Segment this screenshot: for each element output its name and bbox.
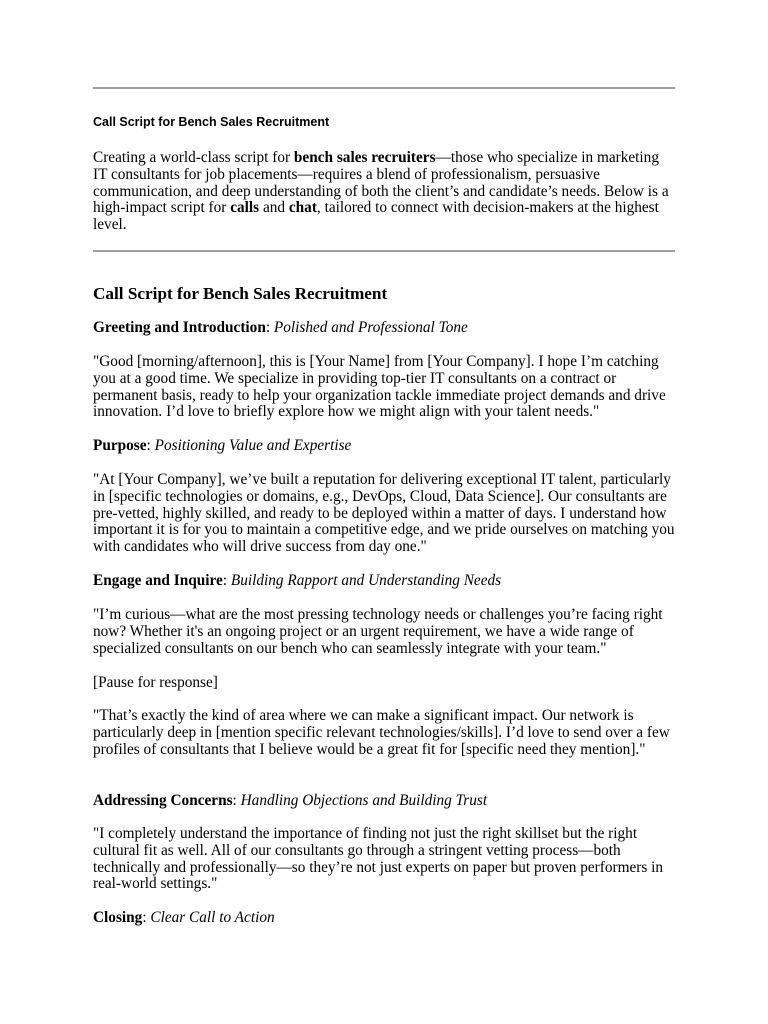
engage-heading — [93, 573, 675, 590]
intro-text: , tailored to connect with decision-makers at the highest level. — [93, 199, 659, 234]
section-subtitle: Building Rapport and Understanding Needs — [230, 572, 502, 589]
intro-paragraph — [93, 150, 675, 234]
label-separator: : — [222, 572, 231, 589]
engage-followup-text: "That’s exactly the kind of area where we can make a significant impact. Our network is particularly deep in [mention specific relevant technologies/skills]. I’d love to send over a few profiles of consultants that I believe would be a great fit for [specific need they mention]." — [93, 707, 670, 758]
intro-bold-term: chat — [288, 199, 317, 217]
greeting-text: "Good [morning/afternoon], this is [Your Name] from [Your Company]. I hope I’m catching you at a good time. We specialize in providing top-tier IT consultants on a contract or permanent basis, ready to help your organization tackle immediate project demands and drive innovation. I’d love to briefly explore how we might align with your talent needs." — [93, 353, 666, 421]
intro-bold-term: calls — [230, 199, 260, 217]
section-label: Addressing Concerns — [93, 792, 233, 809]
section-label: Greeting and Introduction — [93, 319, 266, 336]
closing-heading — [93, 910, 675, 927]
engage-text: "I’m curious—what are the most pressing technology needs or challenges you’re facing right now? Whether it's an ongoing project or an urgent requirement, we have a wide range of specialized consultants on our bench who can seamlessly integrate with your team." — [93, 606, 663, 657]
intro-text: Creating a world-class script for — [93, 149, 294, 166]
label-separator: : — [146, 437, 155, 454]
section-subtitle: Polished and Professional Tone — [273, 319, 468, 336]
concerns-heading — [93, 793, 675, 810]
intro-text: —those who specialize in marketing IT consultants for job placements—requires a blend of professionalism, persuasive communication, and deep understanding of both the client’s and candidate’s needs. Below is a high-impact script for — [93, 149, 669, 217]
purpose-text: "At [Your Company], we’ve built a reputation for delivering exceptional IT talent, particularly in [specific technologies or domains, e.g., DevOps, Cloud, Data Science]. Our consultants are pre-vetted, highly skilled, and ready to be deployed within a matter of days. I understand how important it is for you to maintain a competitive edge, and we pride ourselves on matching you with candidates who will drive success from day one." — [93, 471, 675, 556]
horizontal-rule — [93, 250, 675, 252]
intro-text: and — [259, 199, 289, 217]
label-separator: : — [232, 792, 241, 809]
document-heading: Call Script for Bench Sales Recruitment — [93, 115, 330, 129]
section-subtitle: Positioning Value and Expertise — [154, 437, 352, 454]
section-title: Call Script for Bench Sales Recruitment — [93, 284, 388, 303]
section-subtitle: Handling Objections and Building Trust — [240, 792, 488, 809]
section-subtitle: Clear Call to Action — [150, 909, 275, 926]
greeting-heading — [93, 320, 675, 337]
section-label: Purpose — [93, 437, 147, 454]
label-separator: : — [265, 319, 274, 336]
label-separator: : — [142, 909, 151, 926]
section-label: Engage and Inquire — [93, 572, 223, 589]
intro-bold-term: bench sales recruiters — [293, 149, 436, 166]
section-label: Closing — [93, 909, 143, 926]
horizontal-rule — [93, 87, 675, 89]
concerns-text: "I completely understand the importance of finding not just the right skillset but the right cultural fit as well. All of our consultants go through a stringent vetting process—both technically and professionally—so they’re not just experts on paper but proven performers in real-world settings." — [93, 825, 664, 893]
pause-note: [Pause for response] — [93, 674, 218, 691]
purpose-heading — [93, 438, 675, 455]
